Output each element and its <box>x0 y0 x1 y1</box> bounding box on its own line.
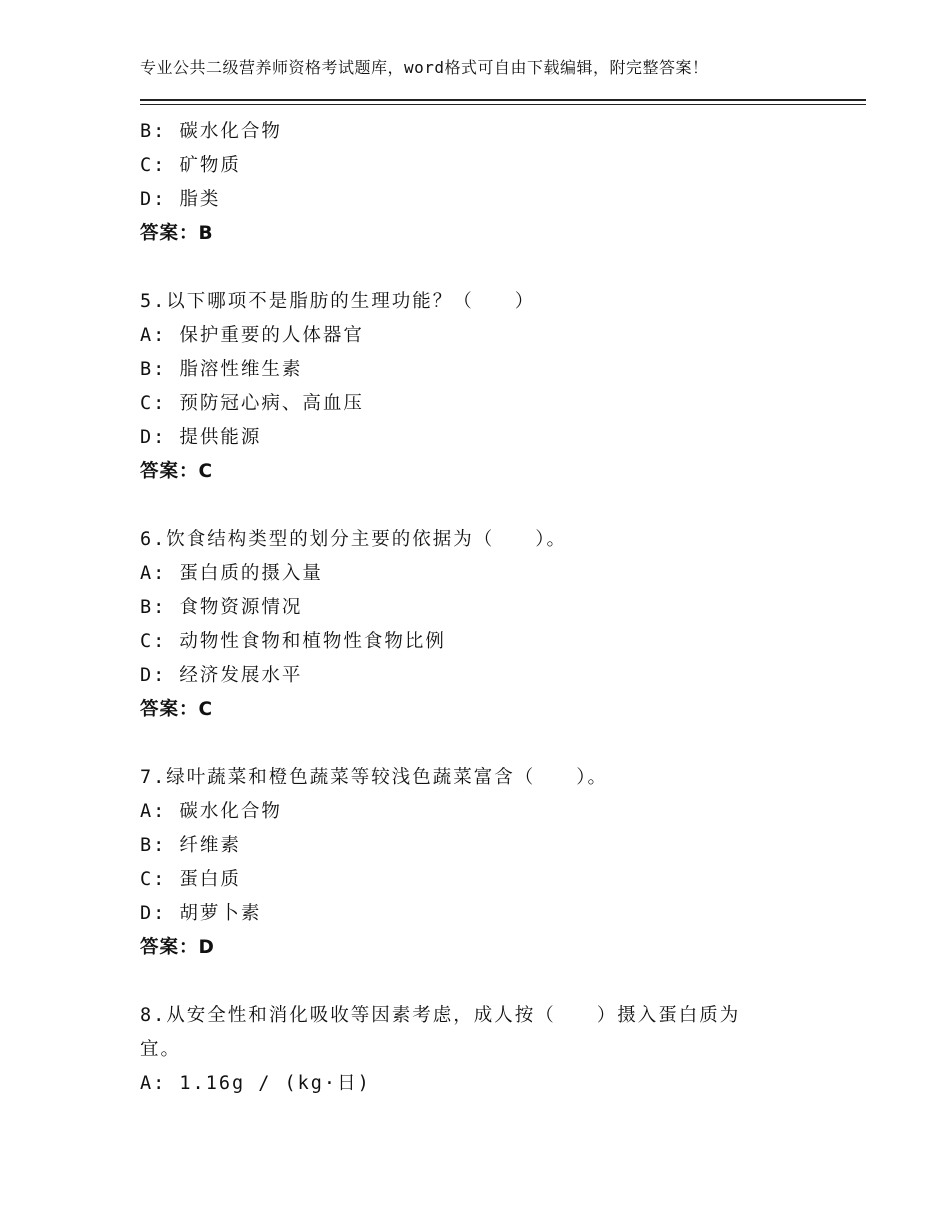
q4-option-c: C: 矿物质 <box>140 155 241 176</box>
q4-answer: 答案：B <box>140 223 214 244</box>
q5-answer: 答案：C <box>140 461 214 482</box>
q7-option-a: A: 碳水化合物 <box>140 801 282 822</box>
header-rule-thin <box>140 104 866 105</box>
spacer <box>140 965 860 999</box>
q7-question: 7.绿叶蔬菜和橙色蔬菜等较浅色蔬菜富含（ ）。 <box>140 767 609 788</box>
q5-question: 5.以下哪项不是脂肪的生理功能？（ ） <box>140 291 536 312</box>
q4-option-d: D: 脂类 <box>140 189 221 210</box>
q6-option-b: B: 食物资源情况 <box>140 597 303 618</box>
header-rule-thick <box>140 99 866 101</box>
q7-answer: 答案：D <box>140 937 215 958</box>
q8-option-a: A: 1.16g / (kg·日) <box>140 1073 371 1094</box>
q4-option-b: B: 碳水化合物 <box>140 121 282 142</box>
question-content <box>140 115 860 1101</box>
q6-option-d: D: 经济发展水平 <box>140 665 303 686</box>
q7-option-b: B: 纤维素 <box>140 835 241 856</box>
q6-answer: 答案：C <box>140 699 214 720</box>
q6-question: 6.饮食结构类型的划分主要的依据为（ ）。 <box>140 529 568 550</box>
spacer <box>140 251 860 285</box>
q7-option-d: D: 胡萝卜素 <box>140 903 262 924</box>
q8-question: 8.从安全性和消化吸收等因素考虑，成人按（ ）摄入蛋白质为宜。 <box>140 1005 741 1060</box>
q5-option-d: D: 提供能源 <box>140 427 262 448</box>
q6-option-a: A: 蛋白质的摄入量 <box>140 563 323 584</box>
page-header: 专业公共二级营养师资格考试题库，word格式可自由下载编辑，附完整答案！ <box>140 58 709 77</box>
q5-option-a: A: 保护重要的人体器官 <box>140 325 364 346</box>
q6-option-c: C: 动物性食物和植物性食物比例 <box>140 631 446 652</box>
q5-option-c: C: 预防冠心病、高血压 <box>140 393 364 414</box>
q5-option-b: B: 脂溶性维生素 <box>140 359 303 380</box>
spacer <box>140 489 860 523</box>
spacer <box>140 727 860 761</box>
q7-option-c: C: 蛋白质 <box>140 869 241 890</box>
